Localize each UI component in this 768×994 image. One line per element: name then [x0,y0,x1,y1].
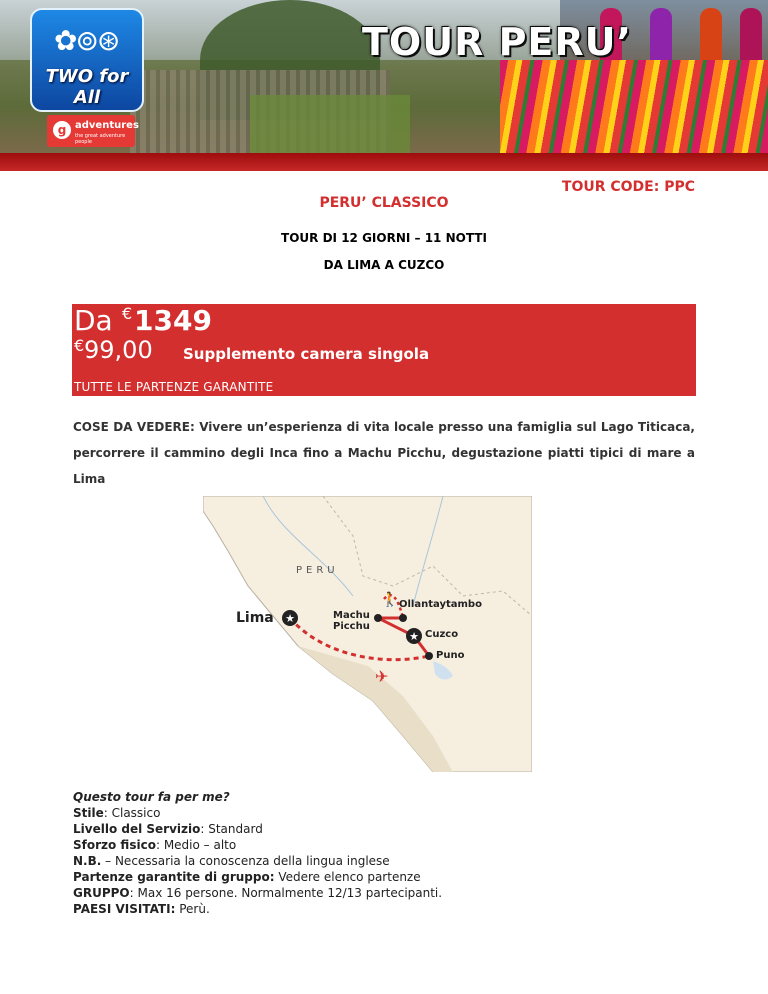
banner-red-bar [0,153,768,171]
header-banner [0,0,768,153]
lima-label: Lima [236,610,274,626]
supplement-currency: € [74,336,85,355]
highlights-label: COSE DA VEDERE: [73,420,195,434]
ollantaytambo-label: Ollantaytambo [399,599,482,610]
partner-tagline: the great adventure people [75,133,126,145]
cuzco-label: Cuzco [425,629,459,640]
supplement-label: Supplemento camera singola [183,345,430,363]
brand-logo-text: TWO for All [45,66,129,108]
detail-row-service-level: Livello del Servizio: Standard [73,822,263,836]
detail-row-note: N.B. – Necessaria la conoscenza della lingua inglese [73,854,390,868]
plane-icon: ✈ [375,667,389,686]
banner-terrace [250,95,410,153]
highlights-text: Vivere un’esperienza di vita locale presso una famiglia sul Lago Titicaca, percorrere il cammino degli Inca fino a Machu Picchu, degustazione piatti tipici di mare a Lima [73,420,695,486]
puno-label: Puno [436,650,465,661]
brand-logo [30,8,144,112]
detail-row-group: GRUPPO: Max 16 persone. Normalmente 12/13 partecipanti. [73,886,443,900]
detail-row-departures: Partenze garantite di gruppo: Vedere elenco partenze [73,870,421,884]
partner-name: adventures [75,120,139,131]
machu-label-1: Machu [333,610,370,621]
puno-dot [425,652,433,660]
machu-picchu-dot [374,614,382,622]
hiker-icon: 🚶 [381,592,399,608]
lima-star-glyph: ★ [285,612,295,625]
detail-row-countries: PAESI VISITATI: Perù. [73,902,210,916]
ollantaytambo-dot [399,614,407,622]
route-map [203,496,532,772]
details-question: Questo tour fa per me? [73,790,230,804]
map-country-label: PERU [296,565,339,576]
highlights-paragraph [73,414,695,492]
banner-title: TOUR PERU’ [362,20,632,64]
supplement-value: 99,00 [84,336,153,364]
detail-row-style: Stile: Classico [73,806,161,820]
detail-row-physical-effort: Sforzo fisico: Medio – alto [73,838,237,852]
machu-label-2: Picchu [333,621,370,632]
partner-logo-mark-icon: g [53,121,71,139]
price-currency: € [122,304,133,323]
partner-logo [47,115,139,147]
tour-details [73,789,442,917]
tour-code: TOUR CODE: PPC [561,179,695,195]
price-box [72,304,696,396]
price-prefix: Da [74,304,113,337]
cuzco-star-glyph: ★ [409,630,419,643]
tour-subtitle: PERU’ CLASSICO [319,195,449,211]
tour-route: DA LIMA A CUZCO [323,258,445,272]
guarantee-note: TUTTE LE PARTENZE GARANTITE [74,380,274,394]
price-amount: 1349 [134,304,212,337]
tour-duration: TOUR DI 12 GIORNI – 11 NOTTI [281,231,487,245]
banner-textile [500,60,768,153]
logo-figures-icon: ✿⊚⊛ [54,24,119,57]
